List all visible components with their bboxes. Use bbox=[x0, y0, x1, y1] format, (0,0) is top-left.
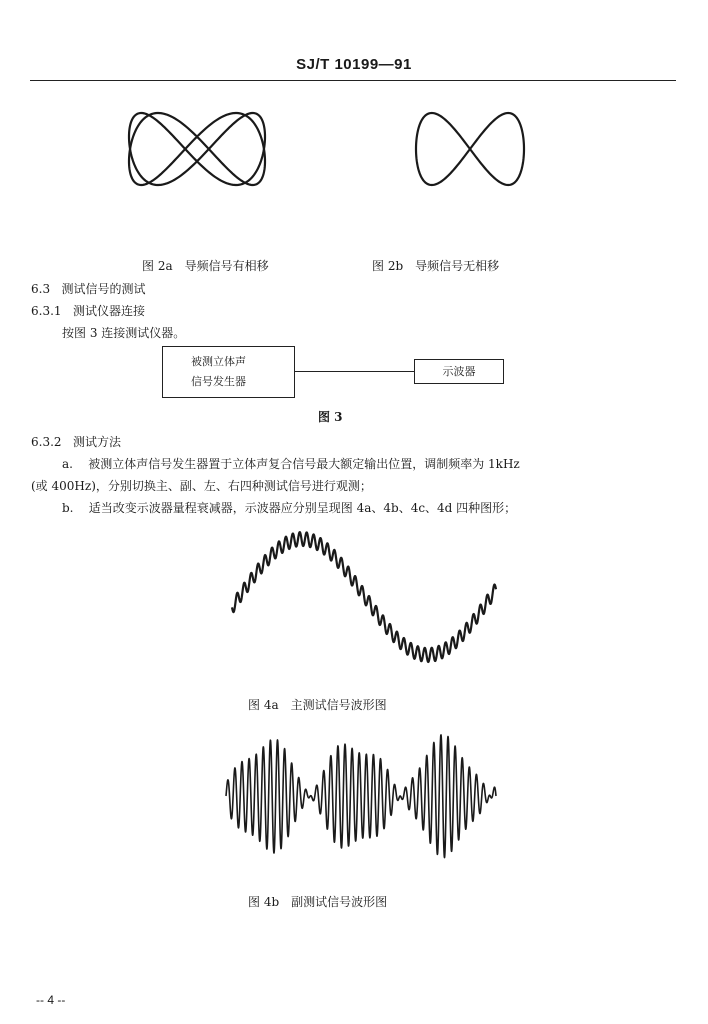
figure-4a-caption: 图 4a 主测试信号波形图 bbox=[248, 698, 387, 712]
signal-generator-box bbox=[162, 346, 295, 398]
section-number: 6.3 bbox=[31, 282, 51, 296]
standard-code-header: SJ/T 10199—91 bbox=[296, 56, 412, 73]
item-a-text: 被测立体声信号发生器置于立体声复合信号最大额定输出位置，调制频率为 1kHz bbox=[88, 457, 520, 471]
fig2a-curve-1 bbox=[129, 113, 265, 185]
section-number: 6.3.2 bbox=[31, 435, 62, 449]
item-a-line-2: (或 400Hz)，分别切换主、副、左、右四种测试信号进行观测； bbox=[31, 479, 372, 493]
section-title: 测试信号的测试 bbox=[61, 282, 146, 296]
header-rule bbox=[30, 80, 676, 81]
generator-label-line2: 信号发生器 bbox=[191, 375, 246, 388]
oscilloscope-box bbox=[414, 359, 504, 384]
section-6-3-2-heading bbox=[31, 433, 121, 450]
section-title: 测试方法 bbox=[73, 435, 122, 449]
item-b-label: b. bbox=[62, 501, 74, 515]
figure-2a-caption: 图 2a 导频信号有相移 bbox=[142, 259, 269, 273]
oscilloscope-label: 示波器 bbox=[442, 365, 476, 378]
item-a-label: a. bbox=[62, 457, 73, 471]
fig2b-curve bbox=[416, 113, 524, 185]
section-number: 6.3.1 bbox=[31, 304, 62, 318]
section-6-3-heading bbox=[31, 280, 146, 297]
figure-3-caption: 图 3 bbox=[318, 410, 343, 424]
item-a-line-1 bbox=[62, 455, 520, 472]
figure-4b-caption: 图 4b 副测试信号波形图 bbox=[248, 895, 388, 909]
figure-2b-lissajous bbox=[410, 108, 530, 190]
fig4a-main-test-signal bbox=[232, 532, 496, 662]
item-b-text: 适当改变示波器量程衰减器，示波器应分别呈现图 4a、4b、4c、4d 四种图形； bbox=[88, 501, 517, 515]
figure-4b-waveform bbox=[222, 722, 502, 870]
section-title: 测试仪器连接 bbox=[73, 304, 146, 318]
fig2a-curve-2 bbox=[129, 113, 265, 185]
section-6-3-1-body: 按图 3 连接测试仪器。 bbox=[62, 326, 186, 340]
figure-2a-lissajous bbox=[122, 108, 272, 190]
page-number: -- 4 -- bbox=[36, 993, 66, 1007]
connection-line bbox=[295, 371, 414, 372]
item-b-line bbox=[62, 499, 516, 516]
fig4b-sub-test-signal bbox=[226, 735, 496, 858]
section-6-3-1-heading bbox=[31, 302, 145, 319]
generator-label-line1: 被测立体声 bbox=[191, 355, 246, 368]
figure-4a-waveform bbox=[228, 525, 503, 670]
figure-2b-caption: 图 2b 导频信号无相移 bbox=[372, 259, 500, 273]
